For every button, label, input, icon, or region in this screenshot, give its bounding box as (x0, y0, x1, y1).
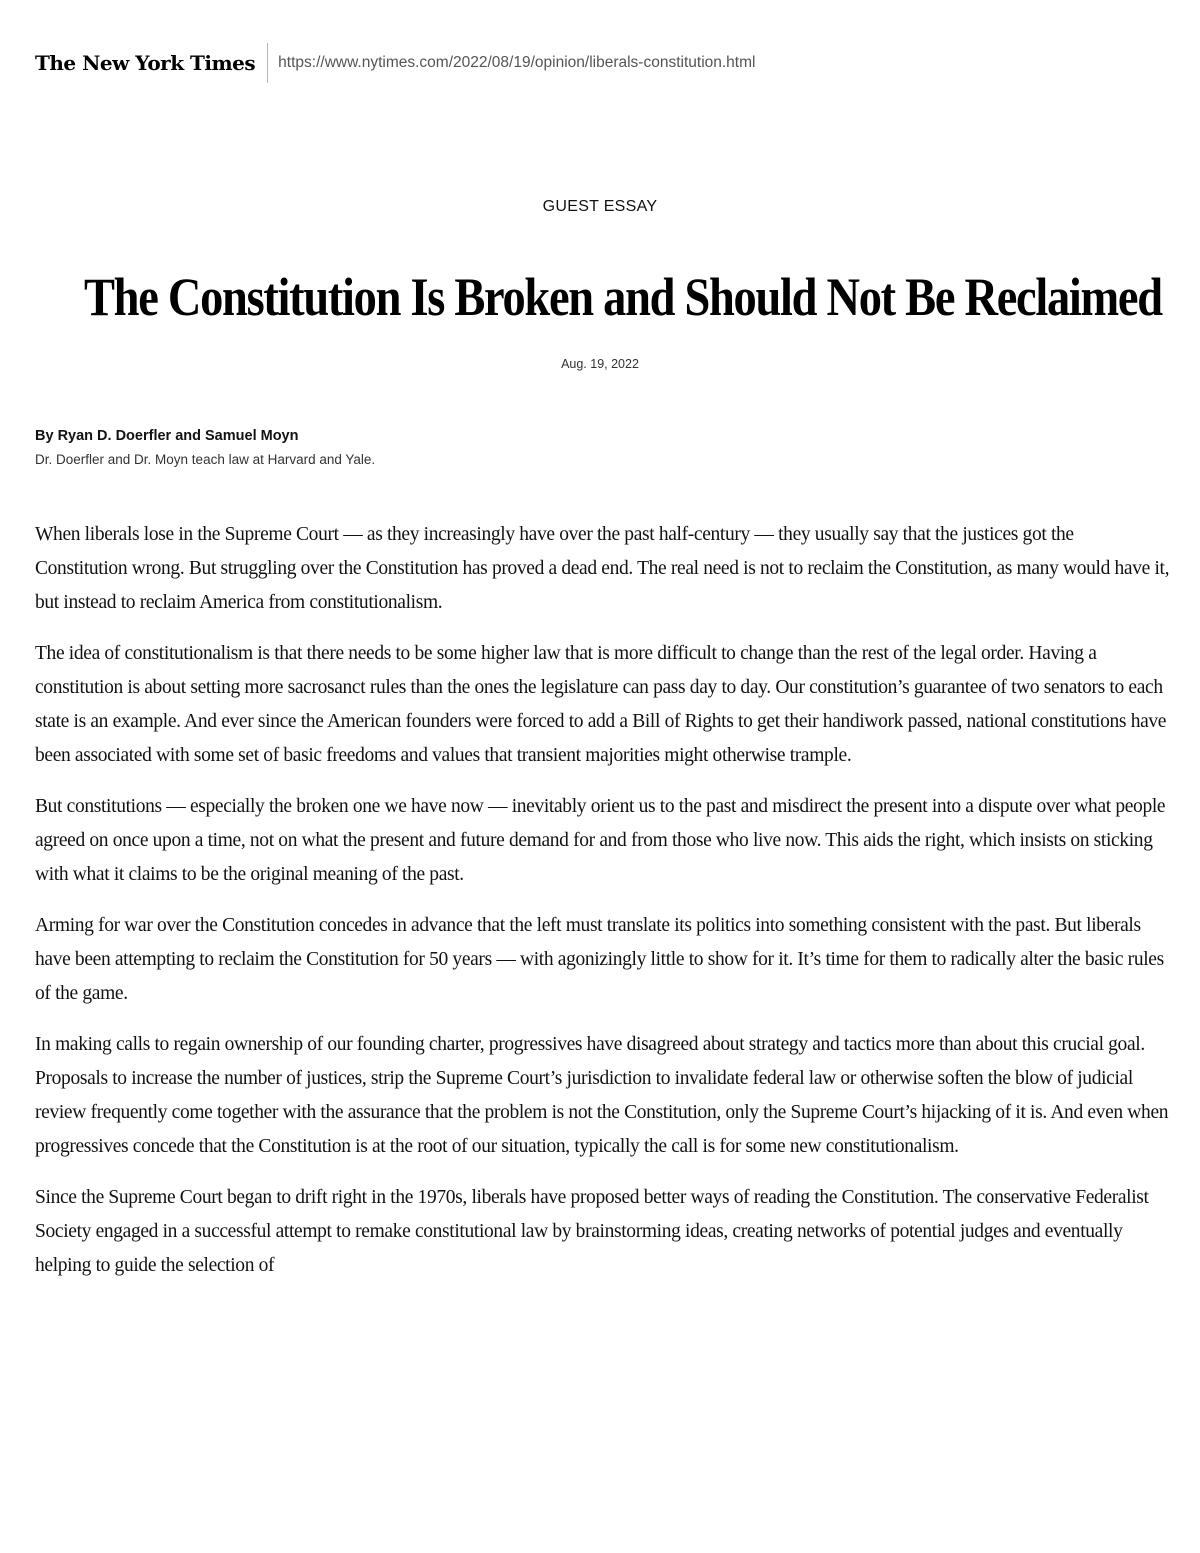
article-url[interactable]: https://www.nytimes.com/2022/08/19/opinion/liberals-constitution.html (278, 54, 756, 71)
article-paragraph: Since the Supreme Court began to drift right in the 1970s, liberals have proposed better ways of reading the Constitution. The conservative Federalist Society engaged in a successful attempt to remake constitutional law by brainstorming ideas, creating networks of potential judges and eventually helping to guide the selection of (35, 1187, 1149, 1276)
article-headline: The Constitution Is Broken and Should Not Be Reclaimed (84, 267, 1162, 327)
article-paragraph: The idea of constitutionalism is that there needs to be some higher law that is more difficult to change than the rest of the legal order. Having a constitution is about setting more sacrosanct rules than the ones the legislature can pass day to day. Our constitution’s guarantee of two senators to each state is an example. And ever since the American founders were forced to add a Bill of Rights to get their handiwork passed, national constitutions have been associated with some set of basic freedoms and values that transient majorities might otherwise trample. (35, 643, 1167, 766)
page-header (35, 42, 755, 84)
article-paragraph: But constitutions — especially the broken one we have now — inevitably orient us to the past and misdirect the present into a dispute over what people agreed on once upon a time, not on what the present and future demand for and from those who live now. This aids the right, which insists on sticking with what it claims to be the original meaning of the past. (35, 796, 1166, 885)
article-paragraph: In making calls to regain ownership of our founding charter, progressives have disagreed about strategy and tactics more than about this crucial goal. Proposals to increase the number of justices, strip the Supreme Court’s jurisdiction to invalidate federal law or otherwise soften the blow of judicial review frequently come together with the assurance that the problem is not the Constitution, only the Supreme Court’s hijacking of it is. And even when progressives concede that the Constitution is at the root of our situation, typically the call is for some new constitutionalism. (35, 1034, 1169, 1157)
article-body (35, 518, 1170, 1300)
nyt-logo[interactable]: The New York Times (35, 51, 256, 75)
article-byline: By Ryan D. Doerfler and Samuel Moyn (35, 428, 299, 444)
header-divider (267, 43, 268, 83)
author-bio: Dr. Doerfler and Dr. Moyn teach law at Harvard and Yale. (35, 452, 376, 467)
article-paragraph: When liberals lose in the Supreme Court — as they increasingly have over the past half-century — they usually say that the justices got the Constitution wrong. But struggling over the Constitution has proved a dead end. The real need is not to reclaim the Constitution, as many would have it, but instead to reclaim America from constitutionalism. (35, 524, 1170, 613)
article-date: Aug. 19, 2022 (561, 357, 639, 371)
article-kicker: GUEST ESSAY (542, 198, 658, 215)
article-paragraph: Arming for war over the Constitution concedes in advance that the left must translate its politics into something consistent with the past. But liberals have been attempting to reclaim the Constitution for 50 years — with agonizingly little to show for it. It’s time for them to radically alter the basic rules of the game. (35, 915, 1164, 1004)
